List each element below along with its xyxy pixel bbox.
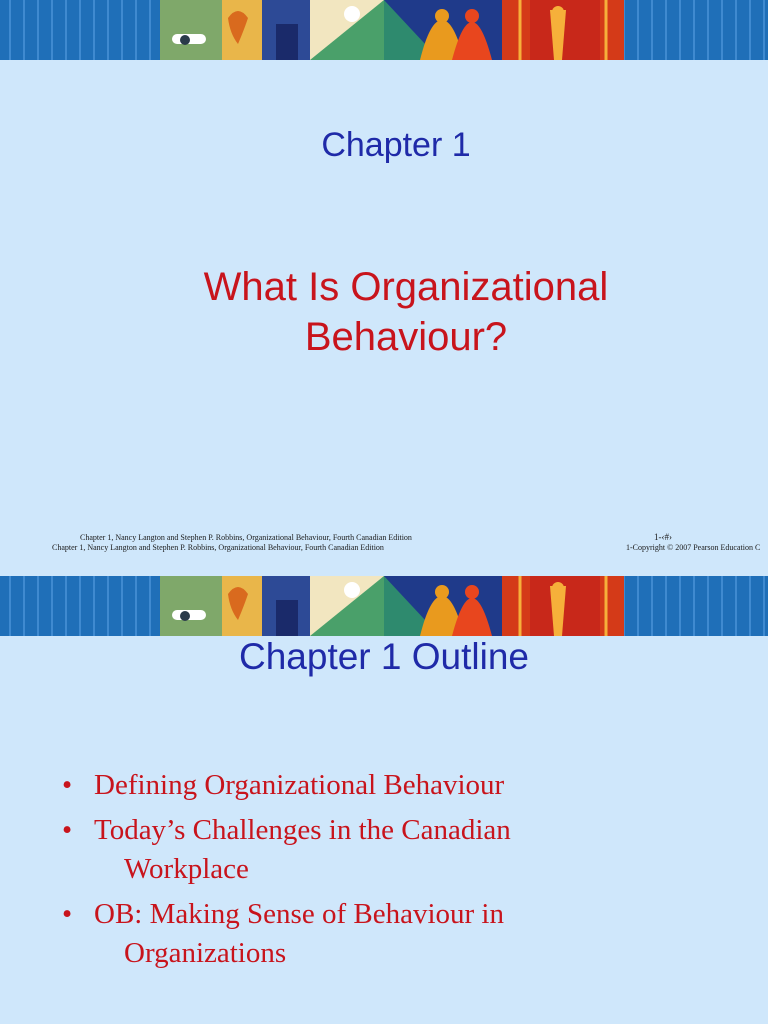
artwork-banner [0,576,768,636]
chapter-title [0,262,768,362]
list-item [60,811,680,889]
outline-title: Chapter 1 Outline [238,636,529,677]
bullet-icon: • [62,898,73,930]
artwork-banner [0,0,768,60]
bullet-icon: • [62,814,73,846]
bullet-text-line-1: Today’s Challenges in the Canadian [94,814,511,846]
list-item [60,766,680,805]
bullet-text-line-2: Workplace [124,853,249,885]
page-marker: 1-‹#› [654,532,672,542]
bullet-text-line-1: OB: Making Sense of Behaviour in [94,898,504,930]
bullet-text-line-2: Organizations [124,937,287,969]
copyright-notice: 1-Copyright © 2007 Pearson Education C [626,543,761,552]
chapter-title-line-2: Behaviour? [304,315,508,359]
chapter-number: Chapter 1 [321,126,471,164]
footer-citation-top: Chapter 1, Nancy Langton and Stephen P. Robbins, Organizational Behaviour, Fourth Canadian Edition [80,533,412,542]
bullet-text-line-1: Defining Organizational Behaviour [94,769,505,801]
bullet-icon: • [62,769,73,801]
list-item [60,895,680,973]
banner-artwork-image [0,0,768,60]
footer-citation-bottom: Chapter 1, Nancy Langton and Stephen P. Robbins, Organizational Behaviour, Fourth Canadian Edition [52,543,384,552]
banner-artwork-image [0,576,768,636]
outline-bullet-list [60,766,680,979]
outline-slide [0,576,768,1024]
chapter-title-line-1: What Is Organizational [203,265,609,309]
